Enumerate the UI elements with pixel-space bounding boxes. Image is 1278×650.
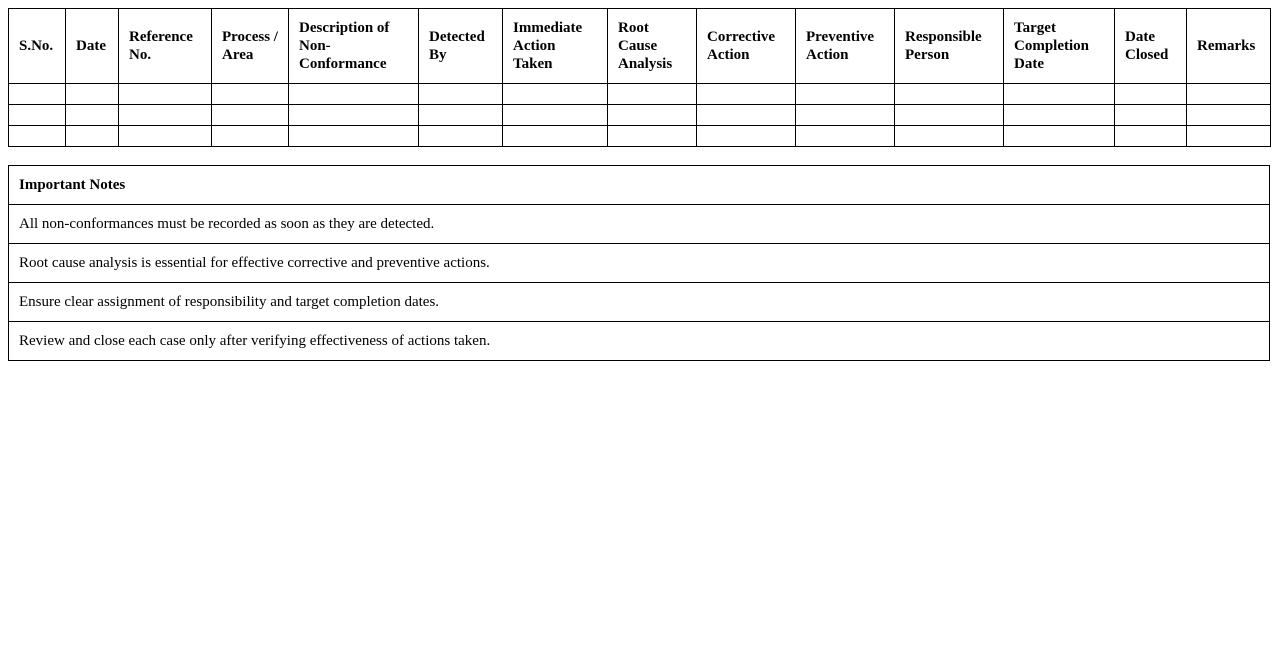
table-cell[interactable]: [1187, 105, 1271, 126]
table-cell[interactable]: [895, 126, 1004, 147]
table-cell[interactable]: [697, 126, 796, 147]
header-process-area: Process / Area: [212, 9, 289, 84]
note-text: Root cause analysis is essential for effective corrective and preventive actions.: [9, 244, 1270, 283]
table-cell[interactable]: [66, 105, 119, 126]
header-immediate-action: Immediate Action Taken: [503, 9, 608, 84]
table-cell[interactable]: [419, 126, 503, 147]
header-preventive-action: Preventive Action: [796, 9, 895, 84]
note-row: [9, 322, 1270, 361]
header-root-cause: Root Cause Analysis: [608, 9, 697, 84]
table-cell[interactable]: [66, 126, 119, 147]
note-text: Review and close each case only after verifying effectiveness of actions taken.: [9, 322, 1270, 361]
note-text: Ensure clear assignment of responsibility and target completion dates.: [9, 283, 1270, 322]
header-description: Description of Non-Conformance: [289, 9, 419, 84]
header-responsible-person: Responsible Person: [895, 9, 1004, 84]
header-remarks: Remarks: [1187, 9, 1271, 84]
table-cell[interactable]: [503, 84, 608, 105]
table-cell[interactable]: [895, 84, 1004, 105]
table-cell[interactable]: [1004, 84, 1115, 105]
header-date: Date: [66, 9, 119, 84]
header-detected-by: Detected By: [419, 9, 503, 84]
document-page: [8, 8, 1270, 361]
table-cell[interactable]: [796, 126, 895, 147]
table-cell[interactable]: [697, 84, 796, 105]
table-cell[interactable]: [1115, 105, 1187, 126]
table-cell[interactable]: [66, 84, 119, 105]
table-cell[interactable]: [895, 105, 1004, 126]
note-text: All non-conformances must be recorded as soon as they are detected.: [9, 205, 1270, 244]
table-cell[interactable]: [796, 105, 895, 126]
table-row: [9, 84, 1271, 105]
table-row: [9, 105, 1271, 126]
table-cell[interactable]: [289, 126, 419, 147]
table-header-row: [9, 9, 1271, 84]
header-reference-no: Reference No.: [119, 9, 212, 84]
table-cell[interactable]: [9, 84, 66, 105]
table-cell[interactable]: [419, 84, 503, 105]
table-cell[interactable]: [1115, 84, 1187, 105]
table-cell[interactable]: [119, 84, 212, 105]
table-cell[interactable]: [608, 105, 697, 126]
table-cell[interactable]: [1115, 126, 1187, 147]
header-date-closed: Date Closed: [1115, 9, 1187, 84]
table-cell[interactable]: [503, 105, 608, 126]
table-cell[interactable]: [9, 105, 66, 126]
table-cell[interactable]: [419, 105, 503, 126]
table-cell[interactable]: [1004, 126, 1115, 147]
header-sno: S.No.: [9, 9, 66, 84]
table-cell[interactable]: [289, 105, 419, 126]
table-cell[interactable]: [1187, 126, 1271, 147]
table-cell[interactable]: [119, 126, 212, 147]
table-row: [9, 126, 1271, 147]
notes-title-row: [9, 166, 1270, 205]
table-cell[interactable]: [697, 105, 796, 126]
notes-title: Important Notes: [9, 166, 1270, 205]
note-row: [9, 244, 1270, 283]
table-cell[interactable]: [9, 126, 66, 147]
non-conformance-log-table: [8, 8, 1271, 147]
table-cell[interactable]: [119, 105, 212, 126]
table-cell[interactable]: [212, 84, 289, 105]
header-corrective-action: Corrective Action: [697, 9, 796, 84]
table-cell[interactable]: [608, 126, 697, 147]
table-cell[interactable]: [289, 84, 419, 105]
table-cell[interactable]: [1187, 84, 1271, 105]
table-cell[interactable]: [1004, 105, 1115, 126]
table-cell[interactable]: [212, 126, 289, 147]
table-cell[interactable]: [503, 126, 608, 147]
note-row: [9, 283, 1270, 322]
table-cell[interactable]: [608, 84, 697, 105]
table-cell[interactable]: [212, 105, 289, 126]
table-cell[interactable]: [796, 84, 895, 105]
important-notes-table: [8, 165, 1270, 361]
header-target-completion-date: Target Completion Date: [1004, 9, 1115, 84]
note-row: [9, 205, 1270, 244]
